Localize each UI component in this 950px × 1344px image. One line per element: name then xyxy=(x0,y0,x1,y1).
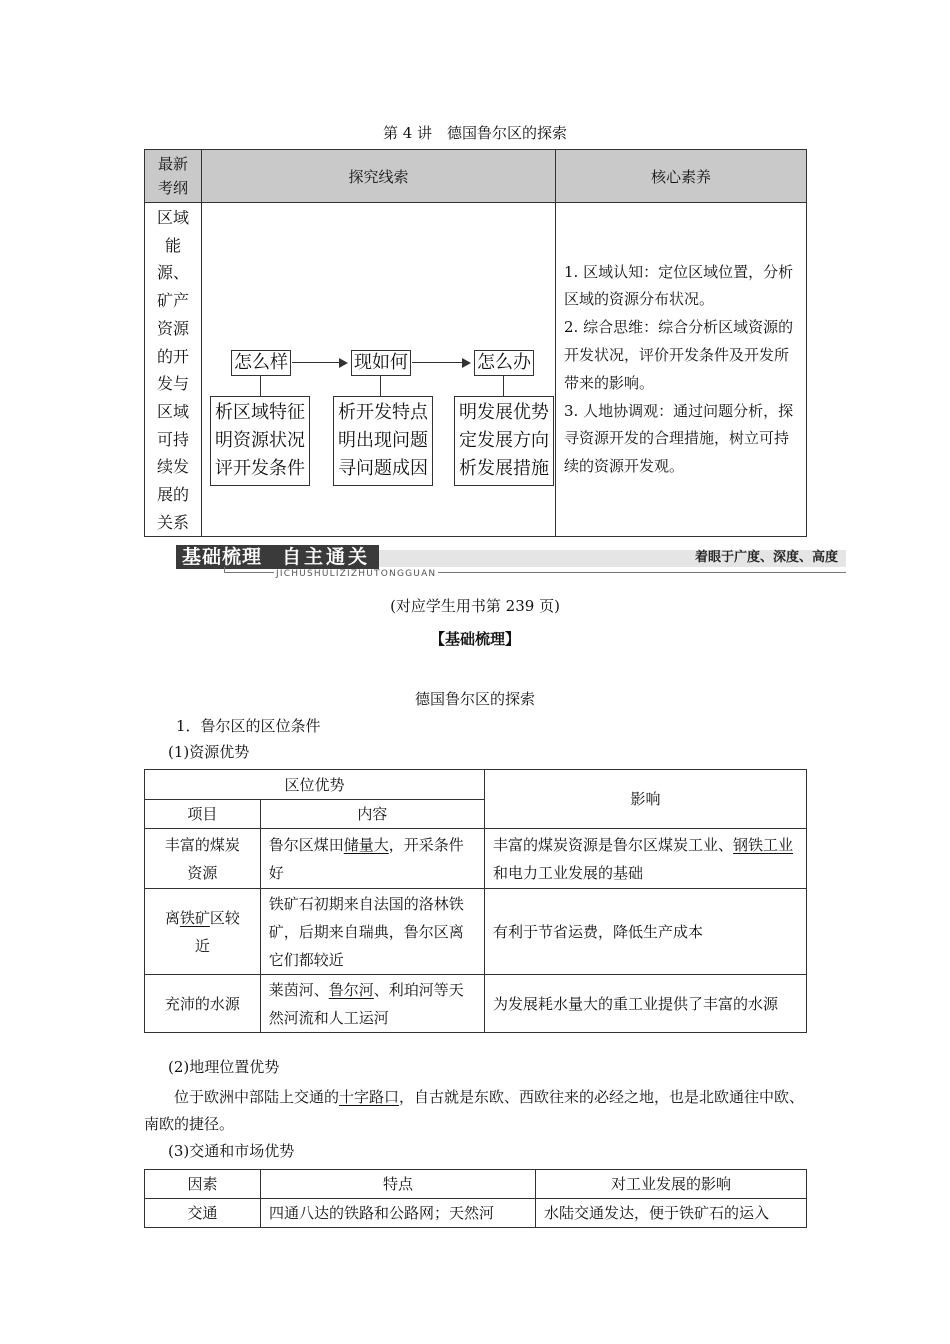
effect-coal-b: 和电力工业发展的基础 xyxy=(493,863,644,882)
geo-paragraph xyxy=(144,1084,807,1138)
banner-strip xyxy=(379,550,846,567)
item-iron-b: 区较近 xyxy=(194,908,240,955)
flow-body-1-line-3: 评开发条件 xyxy=(215,458,305,480)
flow-connector-3 xyxy=(503,376,504,396)
flow-arrow-1 xyxy=(292,362,346,363)
content-water-u: 鲁尔河 xyxy=(328,980,374,999)
transport-feature: 四通八达的铁路和公路网；天然河 xyxy=(261,1199,536,1228)
heading-transport-advantage: (3)交通和市场优势 xyxy=(168,1142,295,1160)
item-coal: 丰富的煤炭资源 xyxy=(145,829,261,889)
content-iron: 铁矿石初期来自法国的洛林铁矿，后期来自瑞典，鲁尔区离它们都较近 xyxy=(260,889,484,975)
transport-header-factor: 因素 xyxy=(145,1170,261,1199)
content-coal-a: 鲁尔区煤田 xyxy=(268,835,344,854)
banner-title-block xyxy=(176,545,379,569)
flow-body-1-line-1: 析区域特征 xyxy=(215,402,305,424)
content-header: 内容 xyxy=(260,800,484,829)
geo-text-b: ，自古就是东欧、西欧往来的必经之地，也是北欧通往中欧、南欧的捷径。 xyxy=(144,1088,805,1133)
table-row xyxy=(145,1199,807,1228)
item-iron-a: 离 xyxy=(164,908,180,927)
content-coal-b: ，开采条件好 xyxy=(268,835,464,882)
transport-table xyxy=(144,1169,807,1228)
transport-factor: 交通 xyxy=(145,1199,261,1228)
header-clues: 探究线索 xyxy=(202,150,556,203)
flow-head-1: 怎么样 xyxy=(231,350,291,376)
banner-pinyin: JICHUSHULIZIZHUTONGGUAN xyxy=(276,569,437,579)
content-water-b: 、利珀河等天然河流和人工运河 xyxy=(268,980,464,1027)
heading-geo-advantage: (2)地理位置优势 xyxy=(168,1058,280,1076)
flow-head-2: 现如何 xyxy=(351,350,411,376)
core-literacy-cell xyxy=(556,203,807,537)
core-item-2: 2. 综合思维：综合分析区域资源的开发状况，评价开发条件及开发所带来的影响。 xyxy=(564,318,794,392)
flow-body-2-line-3: 寻问题成因 xyxy=(338,458,428,480)
flow-body-1 xyxy=(210,396,310,486)
table-row xyxy=(145,889,807,975)
topic-title: 德国鲁尔区的探索 xyxy=(414,690,535,708)
header-literacy: 核心素养 xyxy=(556,150,807,203)
content-water xyxy=(260,975,484,1033)
table-row xyxy=(145,975,807,1033)
group-header: 区位优势 xyxy=(145,770,485,800)
transport-effect: 水陆交通发达，便于铁矿石的运入 xyxy=(536,1199,807,1228)
effect-header: 影响 xyxy=(485,770,807,829)
table-row xyxy=(145,829,807,889)
heading-resource-advantage: (1)资源优势 xyxy=(168,743,250,761)
item-water: 充沛的水源 xyxy=(145,975,261,1033)
core-item-1: 1. 区域认知：定位区域位置，分析区域的资源分布状况。 xyxy=(564,262,794,309)
flow-body-2-line-1: 析开发特点 xyxy=(338,402,428,424)
effect-coal-u: 钢铁工业 xyxy=(733,835,794,854)
content-coal xyxy=(260,829,484,889)
item-iron-u: 铁矿 xyxy=(179,908,210,927)
outline-table xyxy=(144,149,807,537)
flow-body-1-line-2: 明资源状况 xyxy=(215,430,305,452)
core-item-3: 3. 人地协调观：通过问题分析，探寻资源开发的合理措施，树立可持续的资源开发观。 xyxy=(564,401,794,476)
flow-head-3: 怎么办 xyxy=(474,350,534,376)
content-water-a: 莱茵河、 xyxy=(268,980,329,999)
effect-coal-a: 丰富的煤炭资源是鲁尔区煤炭工业、 xyxy=(493,835,734,854)
header-syllabus xyxy=(145,150,202,203)
effect-iron: 有利于节省运费，降低生产成本 xyxy=(485,889,807,975)
syllabus-cell xyxy=(145,203,202,537)
syllabus-content: 区域能源、矿产资源的开发与区域可持续发展的关系 xyxy=(157,208,190,532)
flow-arrow-2 xyxy=(412,362,469,363)
banner-title-a: 基础梳理 xyxy=(182,546,263,568)
syllabus-text xyxy=(157,203,189,536)
flow-body-2 xyxy=(333,396,433,486)
flow-body-3-line-2: 定发展方向 xyxy=(459,430,549,452)
lecture-title: 第 4 讲 德国鲁尔区的探索 xyxy=(382,124,568,142)
flow-cell xyxy=(202,203,556,537)
content-coal-u: 储量大 xyxy=(343,835,389,854)
geo-text-a: 位于欧洲中部陆上交通的 xyxy=(174,1088,340,1106)
flow-body-3-line-3: 析发展措施 xyxy=(459,458,549,480)
item-header: 项目 xyxy=(145,800,261,829)
effect-water: 为发展耗水量大的重工业提供了丰富的水源 xyxy=(485,975,807,1033)
page-reference: (对应学生用书第 239 页) xyxy=(390,597,560,615)
flow-connector-2 xyxy=(380,376,381,396)
flow-body-3 xyxy=(454,396,554,486)
banner-title-b: 自主通关 xyxy=(282,546,371,568)
location-table xyxy=(144,769,807,1033)
flow-body-3-line-1: 明发展优势 xyxy=(459,402,549,424)
geo-text-u: 十字路口 xyxy=(339,1088,400,1106)
heading-location-conditions: 1．鲁尔区的区位条件 xyxy=(176,717,321,735)
section-banner xyxy=(176,545,846,583)
flow-connector-1 xyxy=(260,376,261,396)
section-label: 【基础梳理】 xyxy=(429,630,520,648)
item-iron xyxy=(145,889,261,975)
header-syllabus-label: 最新考纲 xyxy=(157,155,188,197)
flow-body-2-line-2: 明出现问题 xyxy=(338,430,428,452)
transport-header-feature: 特点 xyxy=(261,1170,536,1199)
effect-coal xyxy=(485,829,807,889)
flow-diagram xyxy=(202,203,555,536)
banner-slogan: 着眼于广度、深度、高度 xyxy=(694,550,838,565)
transport-header-effect: 对工业发展的影响 xyxy=(536,1170,807,1199)
